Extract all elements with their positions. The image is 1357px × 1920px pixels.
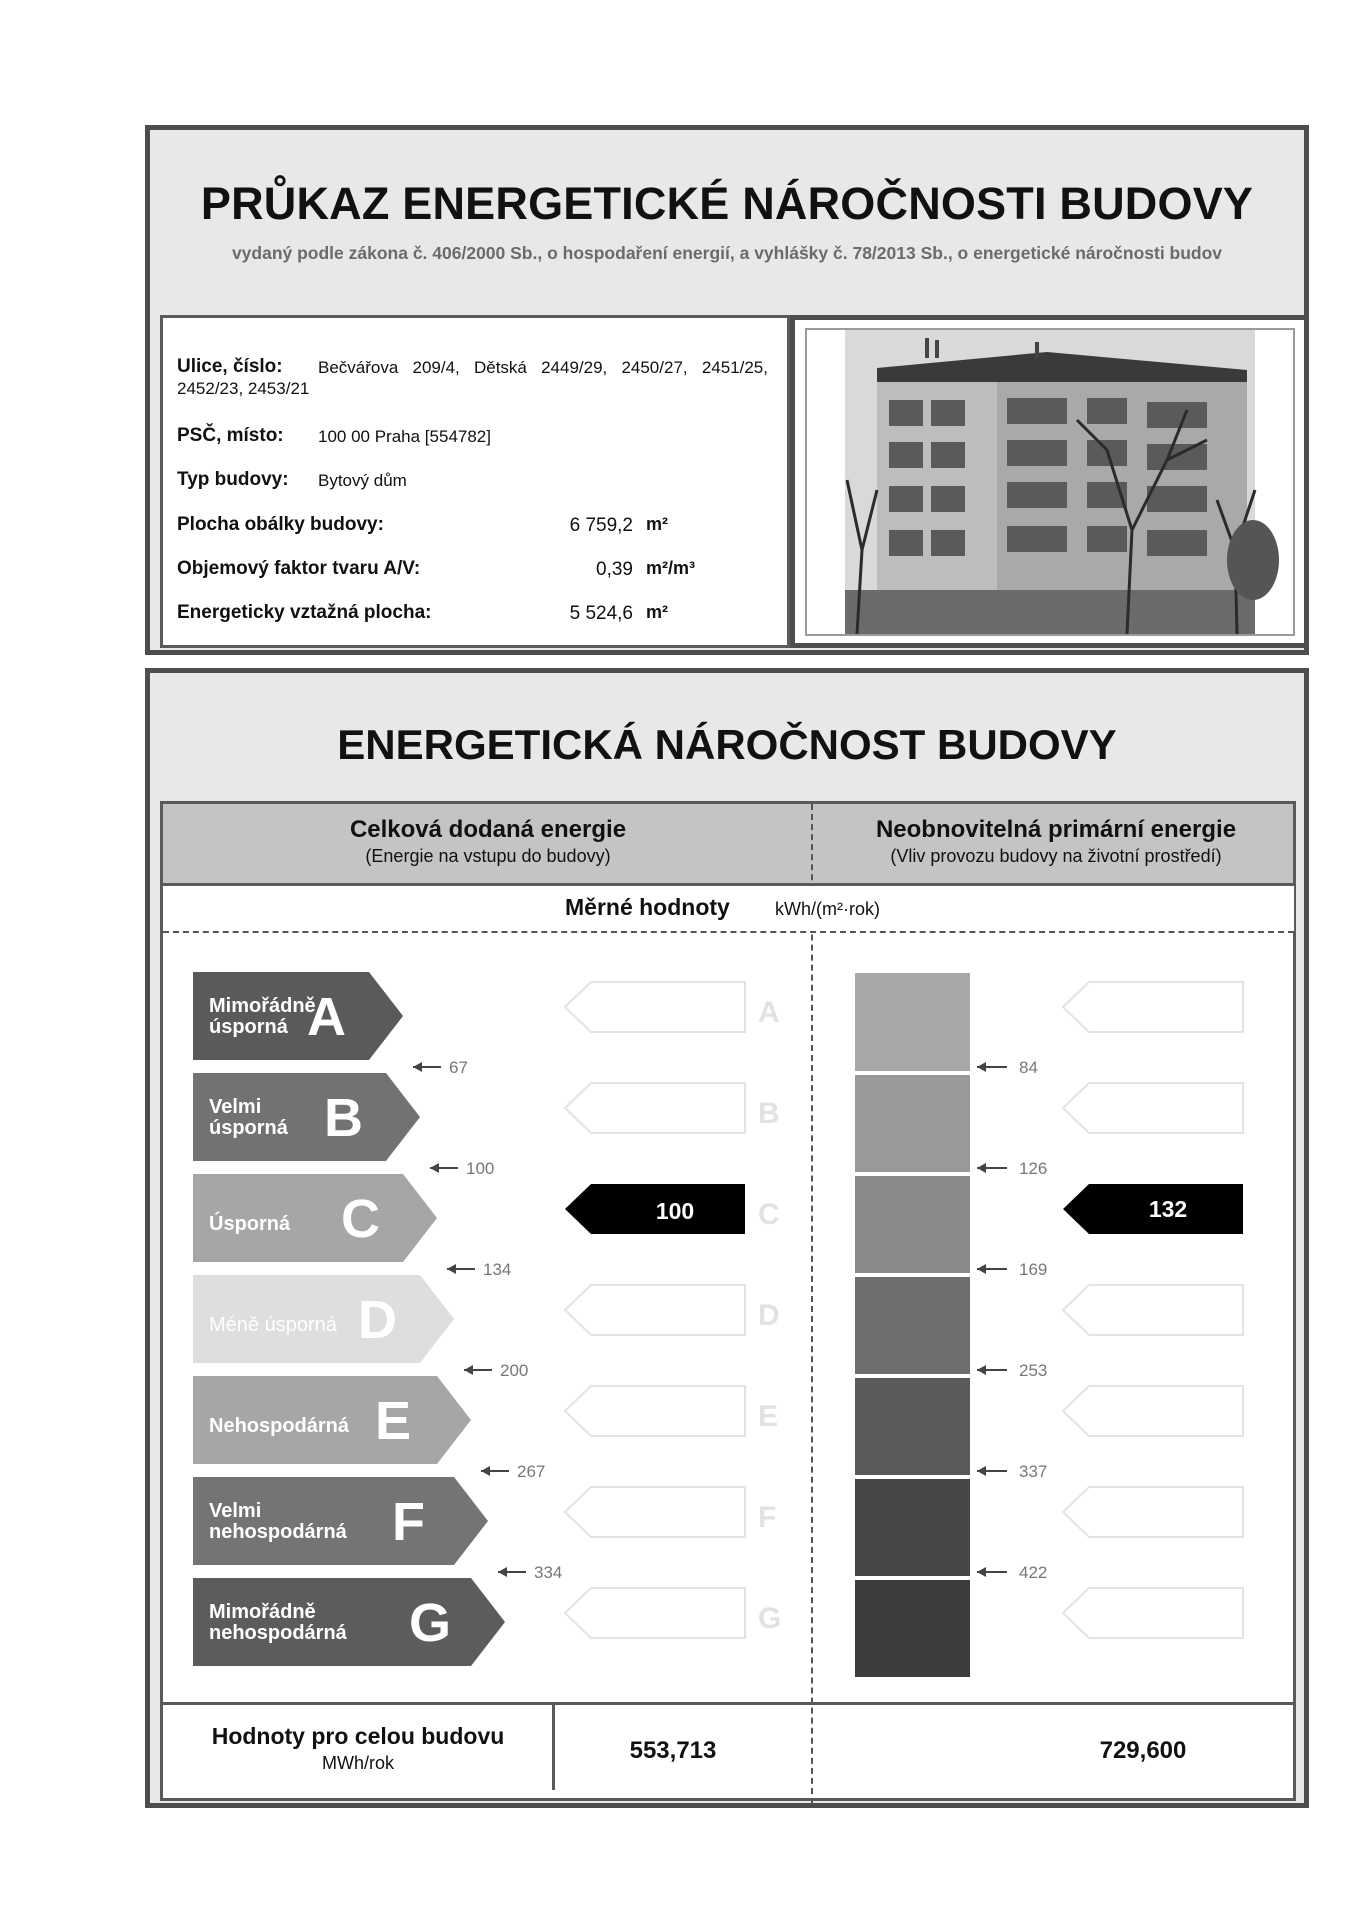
class-label-line1-g: Mimořádně: [209, 1601, 316, 1623]
page-title: PRŮKAZ ENERGETICKÉ NÁROČNOSTI BUDOVY: [200, 178, 1254, 229]
specific-values-unit: kWh/(m²·rok): [775, 899, 880, 919]
class-letter-e: E: [375, 1391, 412, 1451]
street-value-line1: Bečvářova 209/4, Dětská 2449/29, 2450/27, 2451/25,: [318, 358, 768, 377]
left-threshold-label: 100: [466, 1159, 495, 1178]
class-label-line1-f: Velmi: [209, 1500, 262, 1522]
class-label-d: Méně úsporná: [209, 1314, 337, 1336]
right-placeholder-arrow-d: [1063, 1285, 1243, 1335]
primary-bar-gap: [855, 1274, 970, 1277]
left-threshold-arrowhead: [447, 1264, 456, 1274]
class-label-e: Nehospodárná: [209, 1415, 350, 1437]
class-label-line1-a: Mimořádně: [209, 995, 316, 1017]
left-threshold-label: 200: [500, 1361, 529, 1380]
area-value: 5 524,6: [569, 603, 633, 624]
factor-label: Objemový faktor tvaru A/V:: [177, 558, 421, 579]
class-label-line2-g: nehospodárná: [209, 1622, 347, 1644]
envelope-label: Plocha obálky budovy:: [177, 514, 384, 535]
primary-bar-gap: [855, 1375, 970, 1378]
psc-label: PSČ, místo:: [177, 425, 284, 446]
ghost-letter-b: B: [758, 1097, 780, 1130]
left-threshold-label: 134: [483, 1260, 512, 1279]
left-threshold-arrowhead: [430, 1163, 439, 1173]
right-threshold-label: 337: [1019, 1462, 1048, 1481]
class-label-line2-f: nehospodárná: [209, 1521, 347, 1543]
street-label: Ulice, číslo:: [177, 356, 283, 377]
left-column-title: Celková dodaná energie: [349, 816, 627, 843]
area-unit: m²: [646, 602, 668, 622]
primary-bar-e: [855, 1377, 970, 1475]
psc-value: 100 00 Praha [554782]: [318, 427, 491, 446]
left-threshold-arrowhead: [481, 1466, 490, 1476]
class-letter-f: F: [392, 1492, 425, 1552]
building-photo-box: [790, 315, 1309, 648]
class-letter-b: B: [324, 1088, 363, 1148]
specific-values-row: [163, 886, 1294, 931]
left-placeholder-arrow-d: [565, 1285, 745, 1335]
right-placeholder-arrow-a: [1063, 982, 1243, 1032]
page-subtitle: vydaný podle zákona č. 406/2000 Sb., o hospodaření energií, a vyhlášky č. 78/2013 Sb., o energetické náročnosti budov: [231, 243, 1223, 263]
class-letter-g: G: [409, 1593, 452, 1653]
class-letter-c: C: [341, 1189, 380, 1249]
type-value: Bytový dům: [318, 471, 407, 490]
primary-bar-c: [855, 1175, 970, 1273]
right-column-subtitle: (Vliv provozu budovy na životní prostředí): [890, 846, 1222, 866]
rating-panel: [160, 801, 1296, 1801]
ghost-letter-e: E: [758, 1400, 779, 1433]
left-column-subtitle: (Energie na vstupu do budovy): [365, 846, 611, 866]
ghost-letter-f: F: [758, 1501, 777, 1534]
primary-bar-d: [855, 1276, 970, 1374]
factor-unit: m²/m³: [646, 558, 695, 578]
primary-bar-a: [855, 973, 970, 1071]
type-label: Typ budovy:: [177, 469, 289, 490]
envelope-unit: m²: [646, 514, 668, 534]
right-threshold-arrowhead: [977, 1365, 986, 1375]
left-value-label: 100: [655, 1198, 695, 1224]
total-delivered-value: 553,713: [629, 1737, 717, 1764]
primary-bar-gap: [855, 1577, 970, 1580]
right-value-label: 132: [1148, 1196, 1188, 1222]
class-label-line2-a: úsporná: [209, 1016, 288, 1038]
right-threshold-label: 422: [1019, 1563, 1048, 1582]
street-value-line2: 2452/23, 2453/21: [177, 379, 310, 398]
rating-section: [145, 668, 1309, 1808]
primary-bar-b: [855, 1074, 970, 1172]
right-threshold-label: 84: [1019, 1058, 1038, 1077]
left-threshold-arrowhead: [498, 1567, 507, 1577]
right-threshold-arrowhead: [977, 1567, 986, 1577]
left-threshold-arrowhead: [464, 1365, 473, 1375]
totals-separator: [552, 1705, 555, 1790]
ghost-letter-g: G: [758, 1602, 782, 1635]
rating-title: ENERGETICKÁ NÁROČNOST BUDOVY: [337, 721, 1117, 768]
primary-bar-gap: [855, 1476, 970, 1479]
specific-values-label: Měrné hodnoty: [565, 894, 730, 920]
class-label-line1-b: Velmi: [209, 1096, 262, 1118]
left-threshold-label: 267: [517, 1462, 546, 1481]
right-threshold-arrowhead: [977, 1163, 986, 1173]
left-placeholder-arrow-f: [565, 1487, 745, 1537]
right-placeholder-arrow-e: [1063, 1386, 1243, 1436]
total-primary-value: 729,600: [1099, 1737, 1187, 1764]
right-threshold-label: 169: [1019, 1260, 1048, 1279]
right-threshold-arrowhead: [977, 1062, 986, 1072]
envelope-value: 6 759,2: [569, 515, 633, 536]
class-label-line2-b: úsporná: [209, 1117, 288, 1139]
right-threshold-arrowhead: [977, 1264, 986, 1274]
left-placeholder-arrow-a: [565, 982, 745, 1032]
totals-unit: MWh/rok: [322, 1753, 394, 1773]
primary-bar-g: [855, 1579, 970, 1677]
totals-label: Hodnoty pro celou budovu: [211, 1723, 505, 1749]
building-photo: [807, 330, 1293, 634]
right-column-title: Neobnovitelná primární energie: [875, 816, 1237, 843]
left-threshold-label: 334: [534, 1563, 563, 1582]
rating-header: [163, 804, 1293, 886]
class-letter-a: A: [307, 987, 346, 1047]
primary-bar-gap: [855, 1072, 970, 1075]
ghost-letter-d: D: [758, 1299, 780, 1332]
primary-bar-gap: [855, 1173, 970, 1176]
class-label-c: Úsporná: [209, 1213, 291, 1235]
right-placeholder-arrow-g: [1063, 1588, 1243, 1638]
right-placeholder-arrow-b: [1063, 1083, 1243, 1133]
ghost-letter-c: C: [758, 1198, 780, 1231]
energy-scale: [163, 932, 1294, 1692]
area-label: Energeticky vztažná plocha:: [177, 602, 432, 623]
totals-row: [163, 1702, 1294, 1801]
class-letter-d: D: [358, 1290, 397, 1350]
ghost-letter-a: A: [758, 996, 780, 1029]
building-info-box: [160, 315, 790, 648]
header-section: [145, 125, 1309, 655]
primary-bar-f: [855, 1478, 970, 1576]
left-threshold-arrowhead: [413, 1062, 422, 1072]
left-placeholder-arrow-e: [565, 1386, 745, 1436]
photo-frame: [805, 328, 1295, 636]
left-placeholder-arrow-g: [565, 1588, 745, 1638]
right-placeholder-arrow-f: [1063, 1487, 1243, 1537]
right-threshold-arrowhead: [977, 1466, 986, 1476]
left-threshold-label: 67: [449, 1058, 468, 1077]
right-threshold-label: 253: [1019, 1361, 1048, 1380]
right-threshold-label: 126: [1019, 1159, 1048, 1178]
factor-value: 0,39: [596, 559, 633, 580]
left-placeholder-arrow-b: [565, 1083, 745, 1133]
